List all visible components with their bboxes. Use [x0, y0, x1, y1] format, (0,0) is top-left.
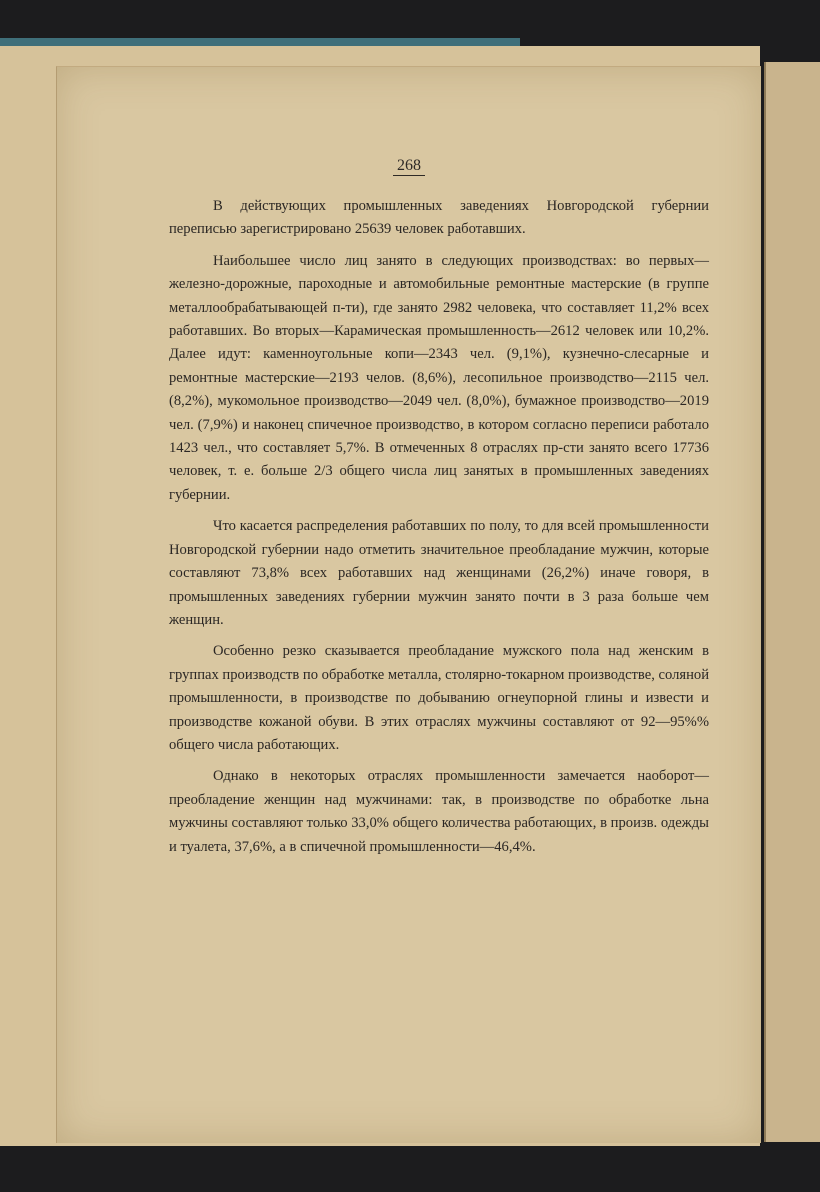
paragraph: Однако в некоторых отраслях промышленности замечается наоборот—преобладение женщин над мужчинами: так, в производстве по обработке льна мужчины составляют только 33,0% общего количества работающих, в произв. одежды и туалета, 37,6%, а в спичечной промышленности—46,4%.	[169, 768, 709, 855]
paragraph: Особенно резко сказывается преобладание мужского пола над женским в группах производств по обработке металла, столярно-токарном производстве, соляной промышленности, в производстве по добыванию огнеупорной глины и извести и производстве кожаной обуви. В этих отраслях мужчины составляют от 92—95%% общего числа работающих.	[169, 643, 709, 753]
body-text	[169, 195, 709, 867]
page-number-text: 268	[393, 157, 425, 176]
document-page	[56, 66, 761, 1143]
facing-page-edge	[764, 62, 820, 1142]
paragraph: В действующих промышленных заведениях Новгородской губернии переписью зарегистрировано 25639 человек работавших.	[169, 198, 709, 238]
page-number	[57, 157, 761, 175]
paragraph: Что касается распределения работавших по полу, то для всей промышленности Новгородской губернии надо отметить значительное преобладание мужчин, которые составляют 73,8% всех работавших над женщинами (26,2%) иначе говоря, в промышленных заведениях губернии мужчин занято почти в 3 раза больше чем женщин.	[169, 518, 709, 628]
paragraph: Наибольшее число лиц занято в следующих производствах: во первых—железно-дорожные, пароходные и автомобильные ремонтные мастерские (в группе металлообрабатывающей п-ти), где занято 2982 человека, что составляет 11,2% всех работавших. Во вторых—Карамическая промышленность—2612 человек или 10,2%. Далее идут: каменноугольные копи—2343 чел. (9,1%), кузнечно-слесарные и ремонтные мастерские—2193 челов. (8,6%), лесопильное производство—2115 чел. (8,2%), мукомольное производство—2049 чел. (8,0%), бумажное производство—2019 чел. (7,9%) и наконец спичечное производство, в котором согласно переписи работало 1423 чел., что составляет 5,7%. В отмеченных 8 отраслях пр-сти занято всего 17736 человек, т. е. больше 2/3 общего числа лиц занятых в промышленных заведениях губернии.	[169, 252, 709, 503]
